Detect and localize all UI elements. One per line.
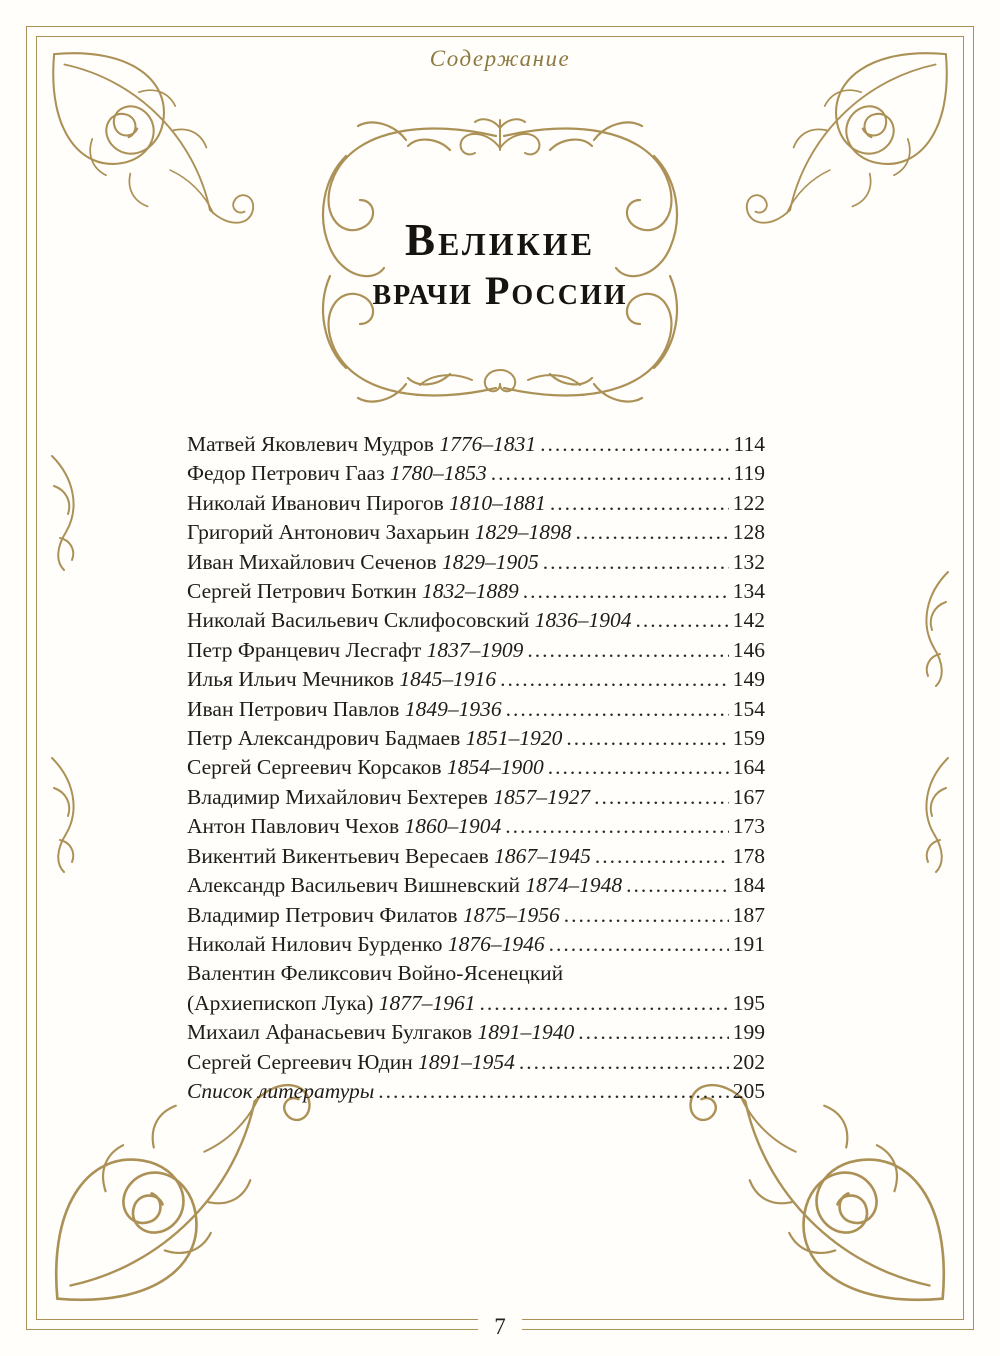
toc-entry-name: Михаил Афанасьевич Булгаков 1891–1940 — [187, 1020, 575, 1045]
corner-ornament-top-right — [733, 42, 958, 267]
toc-entry-name: Николай Иванович Пирогов 1810–1881 — [187, 490, 546, 515]
toc-entry — [187, 577, 765, 606]
toc-leader-dots — [549, 930, 729, 959]
toc-entry-years: 1837–1909 — [421, 637, 524, 662]
toc-leader-dots — [506, 695, 729, 724]
book-title-line1: Великие — [404, 214, 596, 265]
toc-entry-name: Федор Петрович Гааз 1780–1853 — [187, 461, 487, 486]
toc-entry-years: 1776–1831 — [433, 432, 537, 456]
toc-entry-years: 1829–1905 — [436, 549, 539, 574]
toc-entry-years: 1810–1881 — [443, 490, 546, 515]
toc-page-number: 202 — [732, 1049, 765, 1074]
toc-entry-years: 1851–1920 — [460, 726, 563, 751]
toc-entry-name: Список литературы — [187, 1078, 375, 1103]
toc-entry — [187, 518, 765, 547]
toc-page-number: 122 — [732, 490, 765, 515]
page-number-wrap — [0, 1314, 1000, 1340]
toc-entry-name: Петр Александрович Бадмаев 1851–1920 — [187, 726, 563, 751]
toc-entry — [187, 724, 765, 753]
corner-ornament-top-left — [42, 42, 267, 267]
toc-entry — [187, 695, 765, 724]
toc-entry — [187, 606, 765, 635]
toc-entry-name: Владимир Петрович Филатов 1875–1956 — [187, 902, 560, 927]
page-header: Содержание — [429, 46, 571, 71]
toc-entry — [187, 665, 765, 694]
toc-entry-name: Сергей Сергеевич Корсаков 1854–1900 — [187, 755, 544, 780]
toc-entry-years: 1780–1853 — [384, 461, 487, 486]
toc-leader-dots — [519, 1048, 729, 1077]
toc-page-number: 164 — [732, 755, 765, 780]
toc-entry — [187, 1048, 765, 1077]
toc-entry-name: Валентин Феликсович Войно-Ясенецкий — [187, 961, 564, 986]
toc-entry — [187, 1018, 765, 1047]
toc-entry — [187, 1077, 765, 1106]
toc-entry-years: 1867–1945 — [488, 843, 591, 868]
toc-entry — [187, 753, 765, 782]
toc-page-number: 178 — [732, 843, 765, 868]
toc-entry-years: 1891–1940 — [472, 1020, 575, 1045]
toc-entry — [187, 901, 765, 930]
toc-entry-name: Иван Михайлович Сеченов 1829–1905 — [187, 549, 539, 574]
toc-entry-years: 1854–1900 — [441, 755, 544, 780]
page-number: 7 — [478, 1314, 522, 1339]
toc-leader-dots — [636, 606, 729, 635]
toc-leader-dots — [594, 783, 729, 812]
toc-entry-name: Викентий Викентьевич Вересаев 1867–1945 — [187, 843, 591, 868]
toc-entry — [187, 842, 765, 871]
toc-leader-dots — [595, 842, 729, 871]
toc-entry-years: 1857–1927 — [487, 784, 591, 809]
toc-page-number: 128 — [732, 520, 765, 545]
toc-entry-years: 1829–1898 — [469, 520, 572, 545]
book-title — [260, 106, 740, 418]
toc-entry-years: 1836–1904 — [529, 608, 632, 633]
toc-page-number: 119 — [733, 461, 765, 486]
toc-entry — [187, 548, 765, 577]
toc-page-number: 132 — [732, 549, 765, 574]
toc-entry-name: Матвей Яковлевич Мудров 1776–1831 — [187, 432, 537, 456]
toc-entry-years: 1860–1904 — [399, 814, 502, 839]
toc-entry-name: Иван Петрович Павлов 1849–1936 — [187, 696, 502, 721]
toc-entry-years: 1891–1954 — [412, 1049, 515, 1074]
toc-page-number: 154 — [732, 696, 765, 721]
toc-leader-dots — [548, 753, 729, 782]
toc-leader-dots — [550, 489, 729, 518]
toc-leader-dots — [626, 871, 729, 900]
toc-entry-years: 1877–1961 — [373, 990, 476, 1015]
toc-entry-years: 1845–1916 — [394, 667, 497, 692]
toc-entry-name: Сергей Петрович Боткин 1832–1889 — [187, 579, 519, 604]
side-leaf-ornament-left-upper — [46, 452, 86, 574]
toc-entry — [187, 930, 765, 959]
toc-page-number: 191 — [732, 931, 765, 956]
toc-list — [187, 430, 765, 1106]
toc-page-number: 114 — [733, 432, 765, 456]
toc-entry-name: Александр Васильевич Вишневский 1874–1948 — [187, 873, 623, 898]
toc-entry-years: 1876–1946 — [442, 931, 545, 956]
toc-entry-name: Антон Павлович Чехов 1860–1904 — [187, 814, 502, 839]
toc-entry-name: Николай Васильевич Склифосовский 1836–1904 — [187, 608, 632, 633]
toc-entry — [187, 812, 765, 841]
toc-entry-name: Илья Ильич Мечников 1845–1916 — [187, 667, 497, 692]
toc-leader-dots — [566, 724, 728, 753]
toc-entry-name: Николай Нилович Бурденко 1876–1946 — [187, 931, 545, 956]
toc-leader-dots — [540, 430, 729, 459]
toc-entry-name: Петр Францевич Лесгафт 1837–1909 — [187, 637, 524, 662]
toc-page-number: 146 — [732, 637, 765, 662]
toc-leader-dots — [505, 812, 729, 841]
toc-leader-dots — [527, 636, 728, 665]
toc-page-number: 205 — [732, 1078, 765, 1103]
toc-entry-name: Владимир Михайлович Бехтерев 1857–1927 — [187, 784, 591, 809]
side-leaf-ornament-right-upper — [914, 568, 954, 690]
toc-leader-dots — [576, 518, 729, 547]
side-leaf-ornament-right-lower — [914, 754, 954, 876]
toc-entry — [187, 871, 765, 900]
toc-entry-first-line — [187, 959, 765, 988]
toc-entry-years: 1832–1889 — [416, 579, 519, 604]
toc-entry-years: 1875–1956 — [457, 902, 560, 927]
toc-page-number: 149 — [732, 667, 765, 692]
toc-leader-dots — [500, 665, 729, 694]
toc-leader-dots — [564, 901, 729, 930]
toc-entry — [187, 636, 765, 665]
toc-page-number: 199 — [732, 1020, 765, 1045]
toc-entry — [187, 783, 765, 812]
toc-leader-dots — [378, 1077, 728, 1106]
toc-entry-name: Сергей Сергеевич Юдин 1891–1954 — [187, 1049, 515, 1074]
toc-entry — [187, 489, 765, 518]
toc-page-number: 173 — [732, 814, 765, 839]
title-cartouche — [260, 106, 740, 418]
toc-leader-dots — [491, 459, 730, 488]
toc-leader-dots — [578, 1018, 728, 1047]
toc-entry-years: 1849–1936 — [399, 696, 502, 721]
toc-page-number: 167 — [732, 784, 765, 809]
book-title-line2: врачи России — [372, 267, 628, 313]
toc-leader-dots — [523, 577, 729, 606]
toc-entry-name: (Архиепископ Лука) 1877–1961 — [187, 990, 476, 1015]
toc-page-number: 184 — [732, 873, 765, 898]
toc-entry-years: 1874–1948 — [519, 873, 623, 898]
side-leaf-ornament-left-lower — [46, 754, 86, 876]
toc-page-number: 195 — [732, 990, 765, 1015]
toc-entry — [187, 430, 765, 459]
toc-leader-dots — [480, 989, 729, 1018]
toc-entry-name: Григорий Антонович Захарьин 1829–1898 — [187, 520, 572, 545]
toc-page-number: 159 — [732, 726, 765, 751]
toc-leader-dots — [543, 548, 729, 577]
toc-page-number: 142 — [732, 608, 765, 633]
toc-page-number: 134 — [732, 579, 765, 604]
toc-entry — [187, 989, 765, 1018]
toc-entry — [187, 459, 765, 488]
toc-page-number: 187 — [732, 902, 765, 927]
